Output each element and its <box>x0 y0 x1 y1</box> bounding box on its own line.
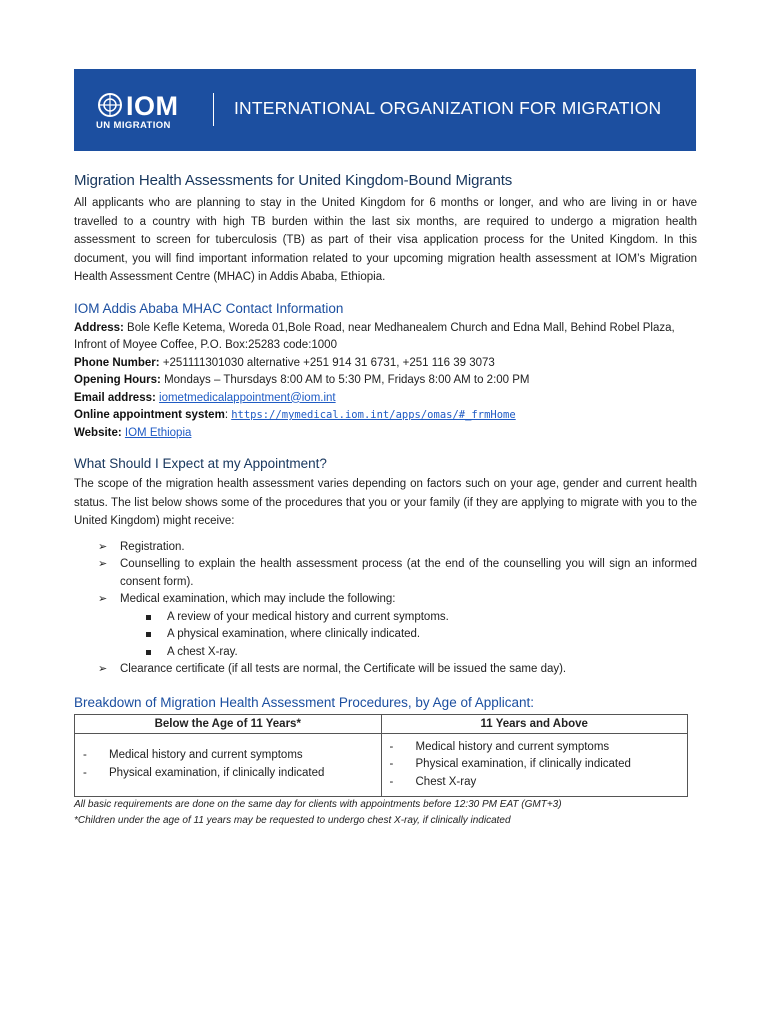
banner-title: INTERNATIONAL ORGANIZATION FOR MIGRATION <box>234 98 662 118</box>
list-item-text: Medical history and current symptoms <box>109 749 303 762</box>
table-cell-11-and-above <box>381 733 688 797</box>
expect-intro: The scope of the migration health assessment varies depending on factors such on your age, gender and current health status. The list below shows some of the procedures that you or your family (if they are applying to migrate with you to the United Kingdom) might receive: <box>74 478 697 527</box>
list-item <box>74 661 697 679</box>
list-item: - Chest X-ray <box>389 775 477 788</box>
online-label: Online appointment system <box>74 409 225 421</box>
over-11-list <box>386 739 684 792</box>
header-banner <box>74 69 696 151</box>
same-day-note: All basic requirements are done on the same day for clients with appointments before 12:30 PM EAT (GMT+3) <box>74 799 562 810</box>
online-line <box>74 407 697 425</box>
online-appointment-link[interactable]: https://mymedical.iom.int/apps/omas/#_frmHome <box>231 409 516 421</box>
email-line <box>74 390 697 408</box>
under-11-list <box>79 747 377 782</box>
phone-label: Phone Number: <box>74 356 160 369</box>
children-xray-note: *Children under the age of 11 years may be requested to undergo chest X-ray, if clinically indicated <box>74 815 511 826</box>
hours-line <box>74 372 697 390</box>
list-item-text: Chest X-ray <box>415 775 477 788</box>
contact-info <box>74 320 697 443</box>
list-item: - Physical examination, if clinically indicated <box>389 758 631 770</box>
list-item: - Physical examination, if clinically indicated <box>83 766 325 779</box>
table-header-row <box>75 714 688 733</box>
list-item-text: Physical examination, if clinically indicated <box>109 766 325 779</box>
list-item-text: Medical examination, which may include the following: <box>120 593 396 605</box>
hours-label: Opening Hours: <box>74 374 161 386</box>
sublist-item-text: A review of your medical history and current symptoms. <box>167 610 449 623</box>
procedures-table <box>74 714 688 798</box>
table-row <box>75 733 688 797</box>
square-bullet-icon <box>146 615 151 620</box>
list-item-text: Physical examination, if clinically indicated <box>415 758 631 770</box>
list-item: - Medical history and current symptoms <box>389 740 610 753</box>
breakdown-heading: Breakdown of Migration Health Assessment Procedures, by Age of Applicant: <box>74 694 535 710</box>
phone-value: +251111301030 alternative +251 914 31 6731, +251 116 39 3073 <box>159 356 495 369</box>
arrow-bullet-icon: ➢ <box>98 558 108 570</box>
website-label: Website: <box>74 426 122 439</box>
address-value: Bole Kefle Ketema, Woreda 01,Bole Road, near Medhanealem Church and Edna Mall, Behind Robel Plaza, Infront of Moyee Coffee, P.O. Box:25283 code:1000 <box>74 321 675 351</box>
email-label: Email address: <box>74 391 156 404</box>
intro-paragraph: All applicants who are planning to stay in the United Kingdom for 6 months or longer, and who are living in or have travelled to a country with high TB burden within the last six months, are required to undergo a migration health assessment to screen for tuberculosis (TB) as part of their visa application process for the United Kingdom. In this document, you will find important information related to your upcoming migration health assessment at IOM’s Migration Health Assessment Centre (MHAC) in Addis Ababa, Ethiopia. <box>74 197 697 283</box>
arrow-bullet-icon: ➢ <box>98 540 108 553</box>
list-item: - Medical history and current symptoms <box>83 749 303 762</box>
list-item <box>74 591 697 661</box>
table-cell-under-11 <box>75 733 382 797</box>
banner-divider <box>213 93 214 126</box>
document-title: Migration Health Assessments for United Kingdom-Bound Migrants <box>74 172 513 189</box>
address-line <box>74 320 697 355</box>
phone-line <box>74 355 697 373</box>
sublist-item <box>120 644 697 662</box>
hours-value: Mondays – Thursdays 8:00 AM to 5:30 PM, Fridays 8:00 AM to 2:00 PM <box>160 374 530 386</box>
arrow-bullet-icon: ➢ <box>98 593 108 605</box>
table-header-11-and-above: 11 Years and Above <box>381 714 688 733</box>
expect-heading: What Should I Expect at my Appointment? <box>74 456 327 471</box>
list-item <box>74 556 697 591</box>
procedures-list <box>74 539 697 679</box>
sublist-item <box>120 626 697 644</box>
list-item <box>74 539 697 557</box>
square-bullet-icon <box>146 650 151 655</box>
list-item-text: Clearance certificate (if all tests are normal, the Certificate will be issued the same day). <box>120 663 567 675</box>
medical-exam-sublist <box>120 609 697 662</box>
un-globe-icon <box>96 91 124 119</box>
contact-heading: IOM Addis Ababa MHAC Contact Information <box>74 300 344 316</box>
square-bullet-icon <box>146 632 151 637</box>
logo-subtext: UN MIGRATION <box>96 120 171 131</box>
document-body <box>74 166 697 829</box>
website-link[interactable]: IOM Ethiopia <box>124 426 192 439</box>
sublist-item <box>120 609 697 627</box>
website-line <box>74 425 697 443</box>
table-header-under-11: Below the Age of 11 Years* <box>75 714 382 733</box>
iom-logo <box>96 91 206 131</box>
logo-text: IOM <box>126 91 179 121</box>
sublist-item-text: A physical examination, where clinically indicated. <box>167 628 421 640</box>
address-label: Address: <box>74 321 124 334</box>
email-link[interactable]: iometmedicalappointment@iom.int <box>159 391 336 404</box>
sublist-item-text: A chest X-ray. <box>167 645 238 658</box>
list-item-text: Counselling to explain the health assessment process (at the end of the counselling you will sign an informed consent form). <box>120 558 697 588</box>
list-item-text: Medical history and current symptoms <box>415 740 610 753</box>
arrow-bullet-icon: ➢ <box>98 663 108 675</box>
online-separator: : <box>224 409 232 421</box>
list-item-text: Registration. <box>120 540 185 553</box>
